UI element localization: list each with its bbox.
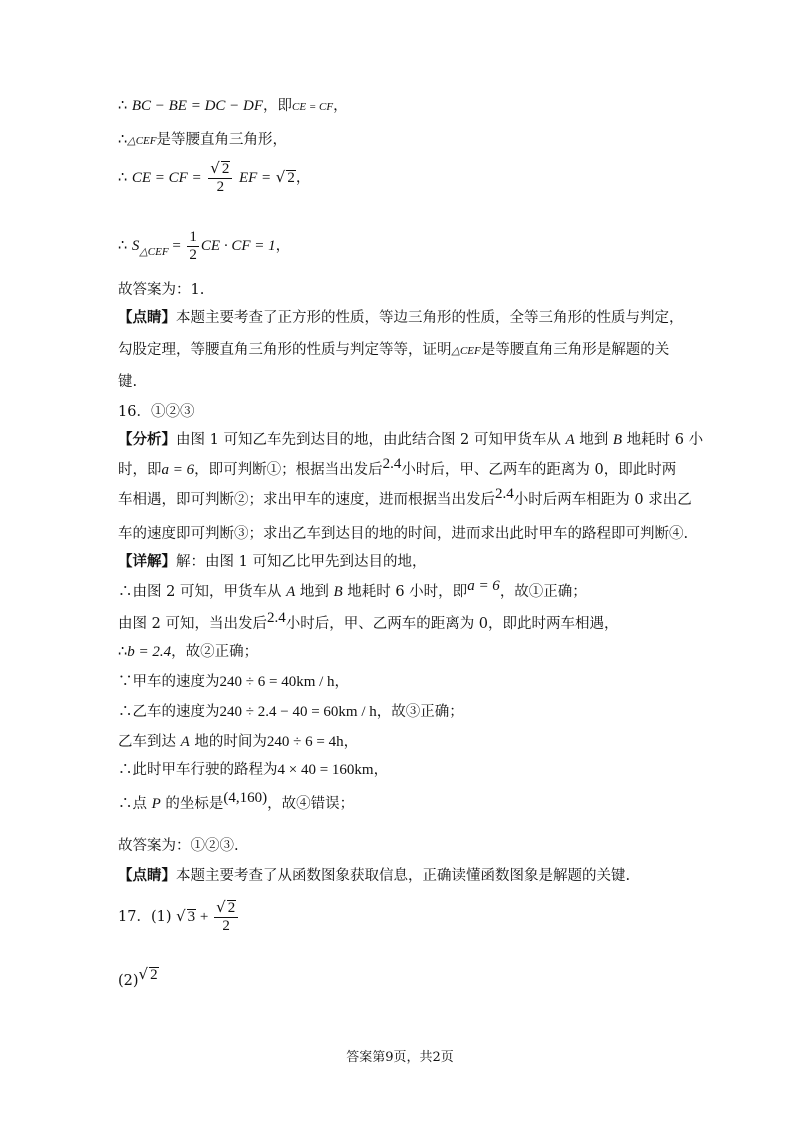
text: 是等腰直角三角形， — [156, 132, 287, 148]
text: 小时后两车相距为 0 求出乙 — [513, 492, 692, 508]
answer-line: 故答案为：1. — [118, 282, 205, 298]
equation: BC − BE = DC − DF — [131, 98, 264, 114]
text: 本题主要考查了正方形的性质，等边三角形的性质，全等三角形的性质与判定， — [176, 310, 684, 326]
text: 小时后，甲、乙两车的距离为 0，即此时两车相遇， — [285, 616, 619, 632]
equation: 240 ÷ 6 = 4h — [266, 734, 344, 750]
equation: a = 6 — [467, 578, 500, 594]
question-number-17-part-1: 17．(1) √ 3 + $\frac{√ 2}{2}$ — [118, 896, 240, 937]
text: ，即可判断①；根据当出发后 — [194, 462, 383, 478]
text: ，故②正确； — [171, 644, 259, 660]
equation: CE · CF = 1 — [200, 238, 276, 254]
text: 由图 2 可知，当出发后 — [118, 616, 267, 632]
comment-line-16 — [118, 866, 630, 886]
text: 地耗时 6 小 — [622, 432, 704, 448]
text: ，故③正确； — [376, 704, 464, 720]
detail-line-2 — [118, 578, 587, 602]
denominator: 2 — [189, 246, 197, 263]
radicand: 2 — [227, 900, 236, 916]
equation: a = 6 — [161, 462, 195, 478]
text: ∴此时甲车行驶的路程为 — [118, 762, 278, 778]
radicand: 2 — [221, 161, 230, 177]
therefore-symbol: ∴ — [118, 238, 128, 254]
text: (2) — [118, 973, 139, 989]
text: 解：由图 1 可知乙比甲先到达目的地， — [176, 554, 427, 570]
detail-line-3 — [118, 610, 619, 634]
text: ，即 — [263, 98, 293, 114]
equation: EF = — [238, 170, 272, 186]
triangle-label: △CEF — [451, 345, 481, 357]
radicand: 2 — [150, 967, 158, 983]
text: ， — [373, 762, 389, 778]
equation: 4 × 40 = 160km — [277, 762, 374, 778]
plus: + — [196, 909, 213, 925]
fraction: $\frac{√ 2}{2}$ — [214, 899, 238, 935]
coordinate: (4,160) — [223, 790, 268, 806]
point-b: B — [612, 432, 623, 448]
proof-line-1 — [118, 96, 348, 117]
proof-line-4 — [118, 226, 290, 267]
text: ∴乙车的速度为 — [118, 704, 220, 720]
triangle-label: △CEF — [127, 135, 157, 147]
text: ， — [343, 734, 359, 750]
point-b: B — [333, 584, 343, 600]
question-number-17-part-2: (2)√ 2 — [118, 965, 158, 989]
detail-tag: 【详解】 — [118, 553, 176, 570]
equals: = — [168, 238, 181, 254]
comment-tag: 【点睛】 — [118, 867, 176, 884]
answer-line-16: 故答案为：①②③. — [118, 838, 239, 854]
numerator: 1 — [189, 228, 197, 245]
text: ∴点 — [118, 796, 152, 812]
text: ，故①正确； — [499, 584, 587, 600]
proof-line-2 — [118, 130, 287, 151]
text: 地的时间为 — [189, 734, 267, 750]
equation: b = 2.4 — [127, 644, 172, 660]
denominator: 2 — [222, 918, 230, 934]
comment-line-1 — [118, 308, 684, 328]
detail-line-1 — [118, 552, 426, 572]
equation: CE = CF = — [131, 170, 202, 186]
proof-line-3: ∴ CE = CF = $\frac{√ 2}{2}$ EF = √ 2， — [118, 159, 311, 195]
text: 的坐标是 — [160, 796, 224, 812]
fraction: $\frac{√ 2}{2}$ — [208, 160, 232, 196]
analysis-line-4: 车的速度即可判断③；求出乙车到达目的地的时间，进而求出此时甲车的路程即可判断④. — [118, 526, 689, 542]
question-number-16: 16．①②③ — [118, 404, 195, 420]
text: 时，即 — [118, 462, 162, 478]
text: 乙车到达 — [118, 734, 181, 750]
area-symbol: S — [131, 238, 140, 254]
analysis-line-3 — [118, 486, 692, 510]
text: 本题主要考查了从函数图象获取信息，正确读懂函数图象是解题的关键. — [176, 868, 631, 884]
denominator: 2 — [216, 179, 225, 195]
therefore-symbol: ∴ — [118, 170, 128, 186]
detail-line-8 — [118, 760, 388, 780]
radicand: 3 — [187, 909, 196, 925]
text: ∵甲车的速度为 — [118, 674, 220, 690]
text: 地到 — [295, 584, 334, 600]
point-a: A — [180, 734, 190, 750]
text: ， — [334, 674, 350, 690]
comment-tag: 【点睛】 — [118, 309, 176, 326]
value: 2.4 — [382, 456, 402, 472]
area-subscript: △CEF — [139, 246, 169, 258]
text: ， — [295, 170, 311, 186]
analysis-tag: 【分析】 — [118, 431, 176, 448]
text: ，故④错误； — [267, 796, 355, 812]
detail-line-6 — [118, 702, 464, 722]
equation: 240 ÷ 2.4 − 40 = 60km / h — [219, 704, 377, 720]
analysis-line-2 — [118, 456, 677, 480]
text: 17．(1) — [118, 909, 172, 925]
equation: 240 ÷ 6 = 40km / h — [219, 674, 335, 690]
text: ， — [275, 238, 291, 254]
text: 小时后，甲、乙两车的距离为 0，即此时两 — [401, 462, 677, 478]
text: 车相遇，即可判断②；求出甲车的速度，进而根据当出发后 — [118, 492, 495, 508]
radicand: 2 — [287, 170, 295, 186]
value: 2.4 — [495, 486, 514, 502]
comment-line-3: 键. — [118, 374, 138, 390]
equation: CE = CF — [292, 101, 334, 113]
comment-line-2 — [118, 340, 669, 361]
text: 是等腰直角三角形是解题的关 — [480, 342, 670, 358]
point-a: A — [565, 432, 575, 448]
text: ， — [333, 98, 348, 114]
detail-line-5 — [118, 672, 349, 692]
point-a: A — [286, 584, 296, 600]
fraction — [187, 229, 199, 264]
value: 2.4 — [266, 610, 286, 626]
therefore-symbol: ∴ — [118, 644, 128, 660]
text: ∴由图 2 可知，甲货车从 — [118, 584, 287, 600]
page-footer: 答案第9页，共2页 — [346, 1050, 454, 1065]
detail-line-4 — [118, 642, 258, 662]
therefore-symbol: ∴ — [118, 132, 128, 148]
text: 地到 — [574, 432, 613, 448]
text: 由图 1 可知乙车先到达目的地，由此结合图 2 可知甲货车从 — [176, 432, 566, 448]
text: 勾股定理，等腰直角三角形的性质与判定等等，证明 — [118, 342, 452, 358]
detail-line-9 — [118, 790, 355, 814]
detail-line-7 — [118, 732, 358, 752]
point-p: P — [151, 796, 161, 812]
text: 地耗时 6 小时，即 — [342, 584, 468, 600]
analysis-line-1 — [118, 430, 703, 450]
therefore-symbol: ∴ — [118, 98, 128, 114]
